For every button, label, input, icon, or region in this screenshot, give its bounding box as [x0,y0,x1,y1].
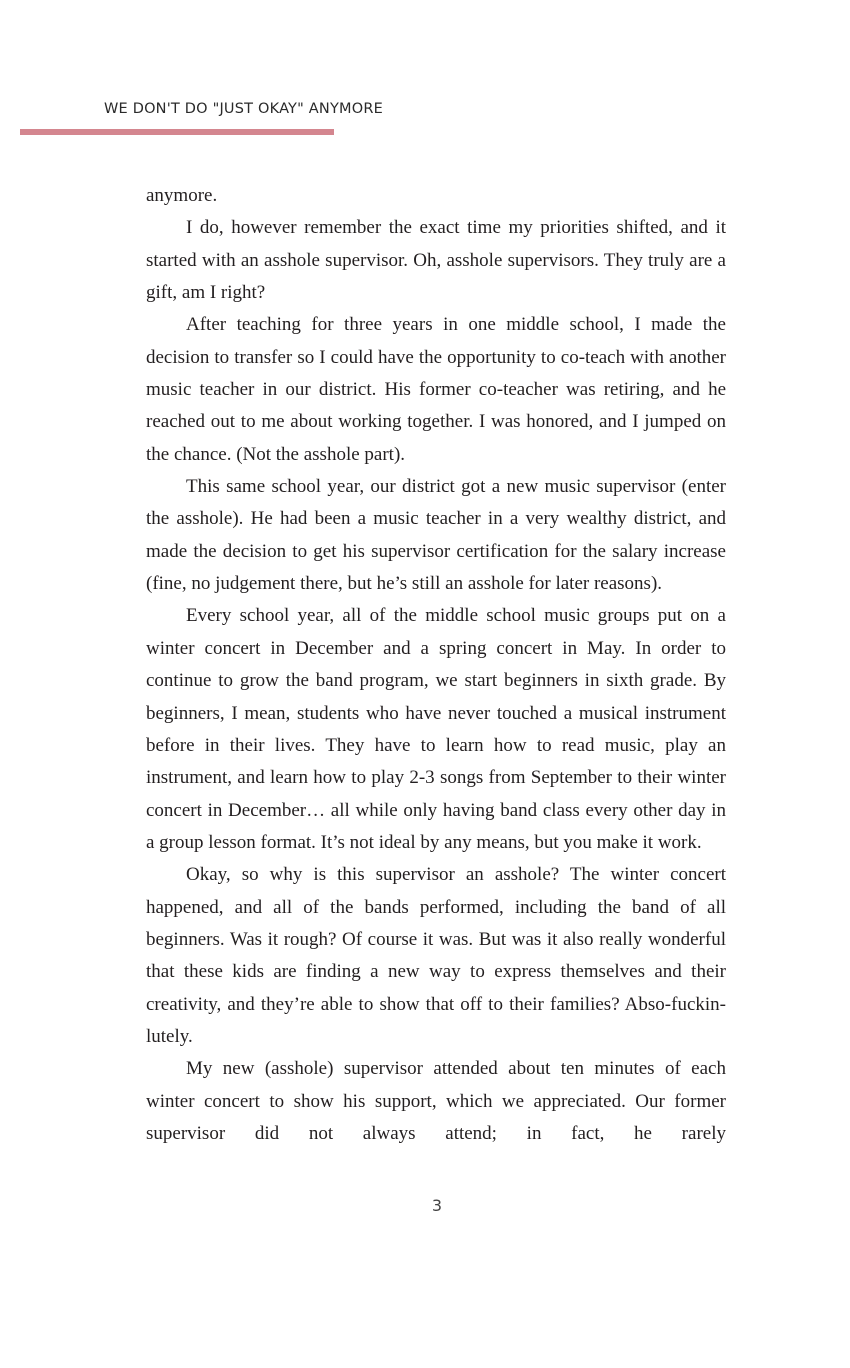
paragraph: I do, however remember the exact time my priorities shifted, and it started with an asshole supervisor. Oh, asshole supervisors. They truly are a gift, am I right? [146,217,726,304]
paragraph-continued: anymore. [146,185,218,206]
paragraph: After teaching for three years in one middle school, I made the decision to transfer so I could have the opportunity to co-teach with another music teacher in our district. His former co-teacher was retiring, and he reached out to me about working together. I was honored, and I jumped on the chance. (Not the asshole part). [146,314,726,465]
running-header-title: WE DON'T DO "JUST OKAY" ANYMORE [104,101,383,117]
page-number: 3 [431,1196,443,1216]
page-flow [146,180,726,1218]
paragraph: Okay, so why is this supervisor an asshole? The winter concert happened, and all of the bands performed, including the band of all beginners. Was it rough? Of course it was. But was it also really wonderful that these kids are finding a new way to express themselves and their creativity, and they’re able to show that off to their families? Abso-fuckin-lutely. [146,864,726,1047]
paragraph: This same school year, our district got a new music supervisor (enter the asshole). He had been a music teacher in a very wealthy district, and made the decision to get his supervisor certification for the salary increase (fine, no judgement there, but he’s still an asshole for later reasons). [146,476,726,595]
paragraph-continues-next-page: My new (asshole) supervisor attended about ten minutes of each winter concert to show his support, which we appreciated. Our former supervisor did not always attend; in fact, he rarely [146,1058,726,1144]
header-accent-rule [20,129,334,135]
page-body [146,180,726,1150]
paragraph: Every school year, all of the middle school music groups put on a winter concert in December and a spring concert in May. In order to continue to grow the band program, we start beginners in sixth grade. By beginners, I mean, students who have never touched a musical instrument before in their lives. They have to learn how to read music, play an instrument, and learn how to play 2-3 songs from September to their winter concert in December… all while only having band class every other day in a group lesson format. It’s not ideal by any means, but you make it work. [146,605,726,853]
